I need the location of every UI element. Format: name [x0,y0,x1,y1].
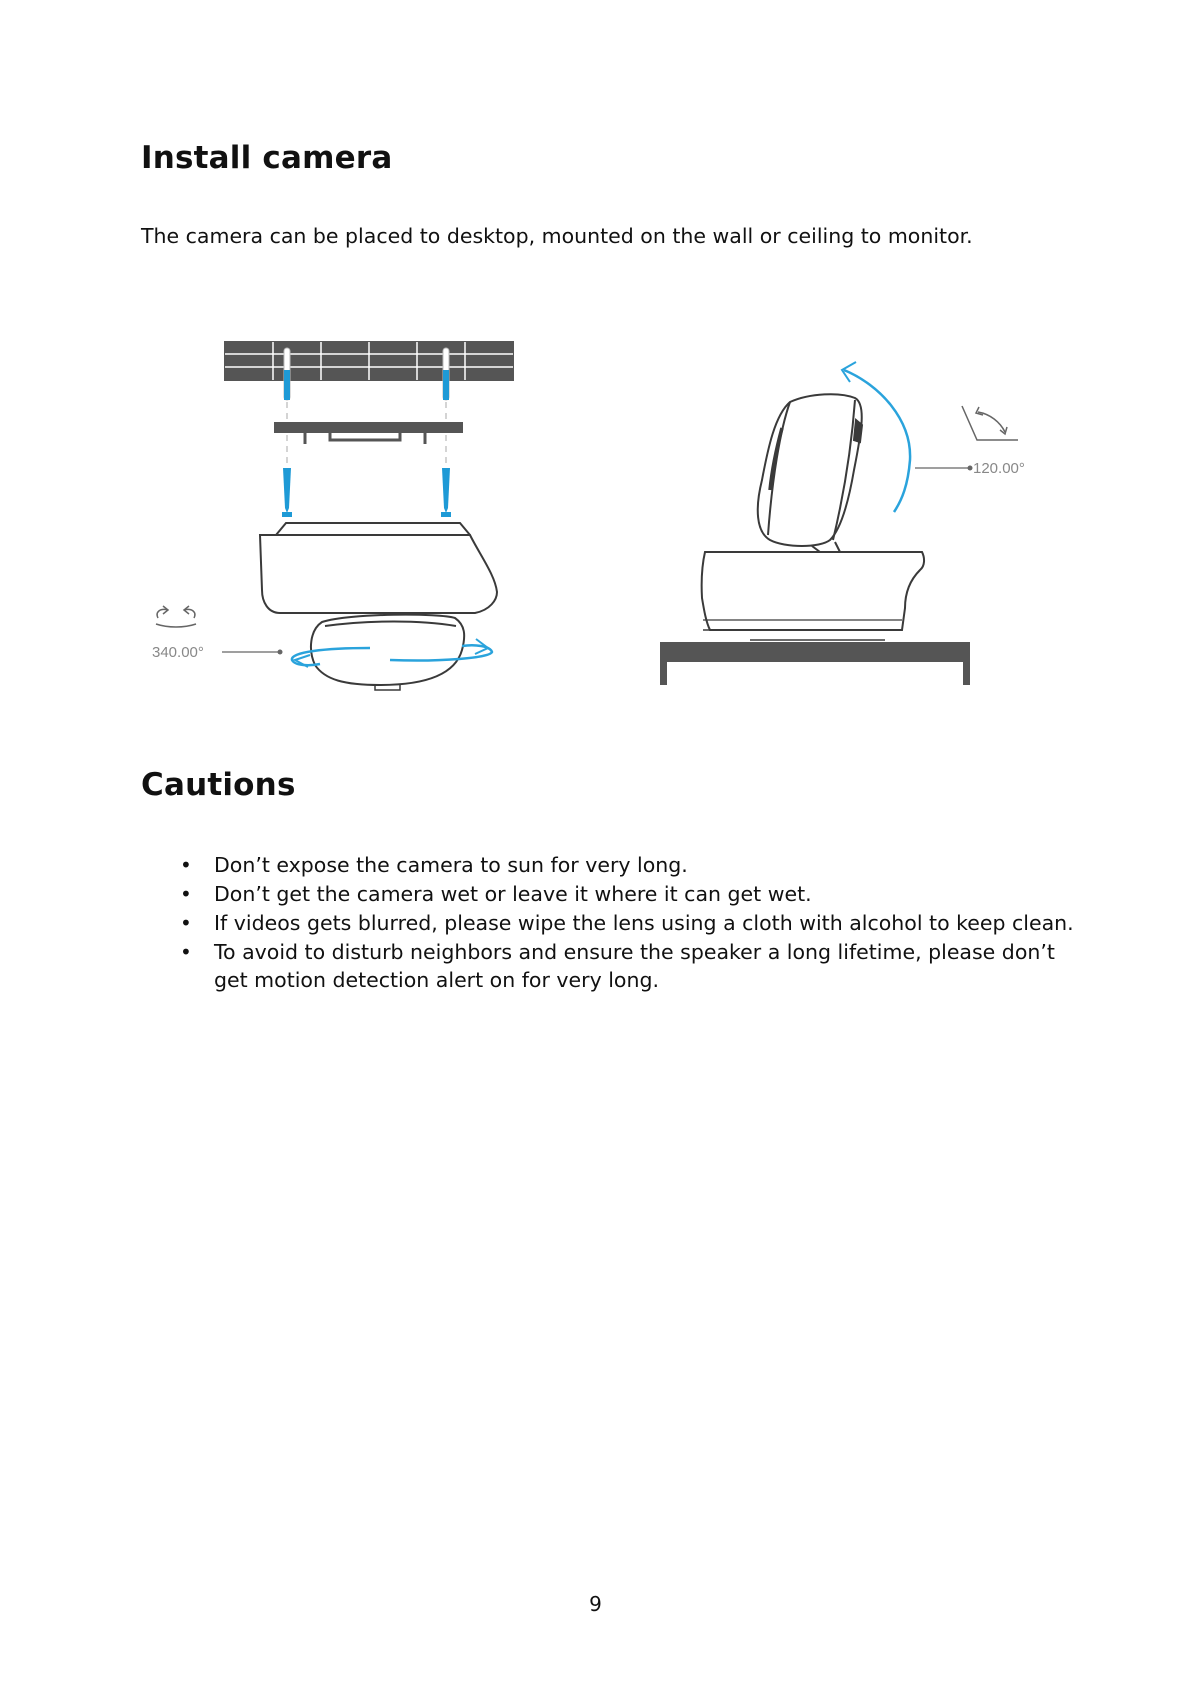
desktop-placement-illustration [660,362,1018,685]
camera-base [260,523,497,613]
rotate-arrow-icon [156,606,196,627]
installation-figure [150,330,1050,700]
ceiling-grid [225,342,513,380]
list-item: • Don’t get the camera wet or leave it where it can get wet. [180,880,1080,908]
list-item: • To avoid to disturb neighbors and ensure the speaker a long lifetime, please don’t get motion detection alert on for very long. [180,938,1080,994]
camera-head [311,615,464,690]
pan-angle-label: 340.00° [152,644,204,661]
tilt-angle-icon [962,406,1018,440]
camera-head-tilted [758,394,862,552]
tilt-angle-label: 120.00° [973,460,1025,477]
mounting-plate [275,423,462,444]
install-intro-text: The camera can be placed to desktop, mounted on the wall or ceiling to monitor. [141,224,973,248]
list-item: • Don’t expose the camera to sun for very long. [180,851,1080,879]
cautions-heading: Cautions [141,767,296,803]
screw-icon [282,468,451,517]
install-camera-heading: Install camera [141,140,393,176]
table [660,642,970,685]
list-item: • If videos gets blurred, please wipe the lens using a cloth with alcohol to keep clean. [180,909,1080,937]
cautions-list [180,851,1080,995]
ceiling-mount-illustration [156,342,513,690]
page-number: 9 [589,1592,602,1616]
camera-base-desktop [702,552,924,640]
